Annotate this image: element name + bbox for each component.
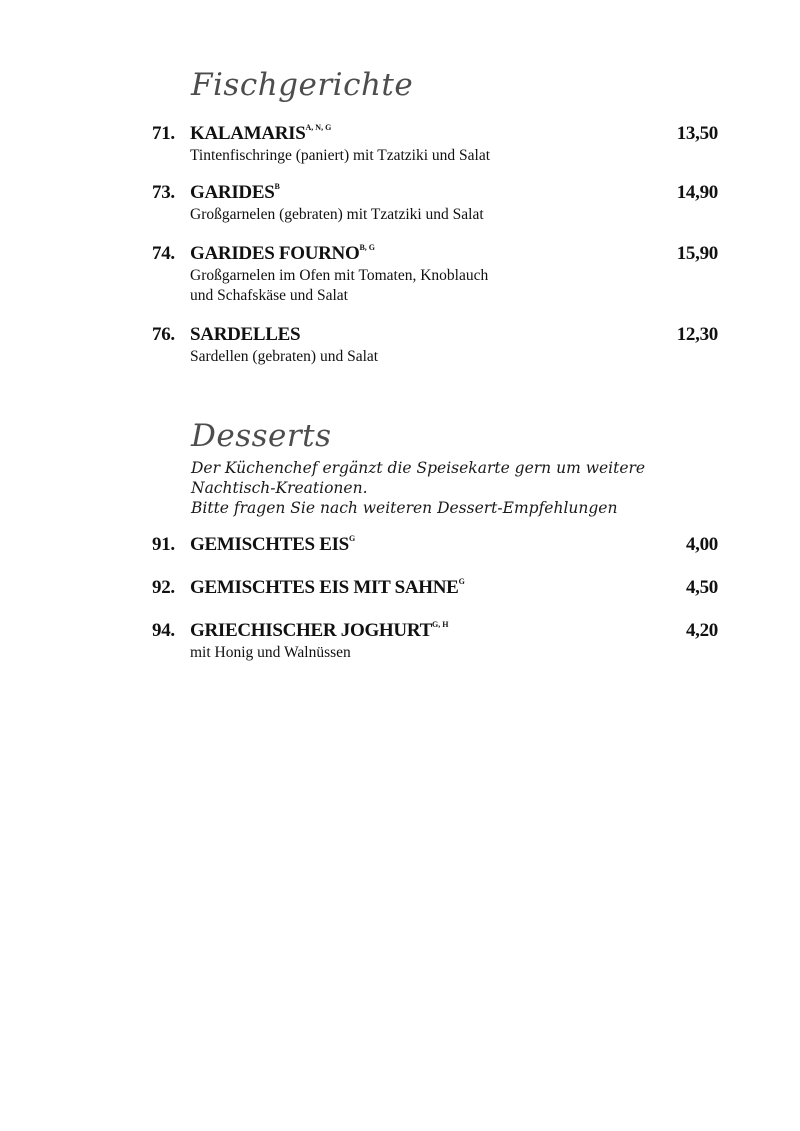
- item-name: KALAMARIS: [190, 123, 306, 144]
- desserts-intro: [191, 458, 731, 518]
- item-price: 4,00: [685, 534, 718, 555]
- item-name-wrap: [190, 181, 280, 205]
- item-number: 76.: [152, 324, 175, 345]
- menu-item-76: [152, 323, 718, 367]
- menu-item-94: [152, 619, 718, 663]
- item-price: 4,50: [685, 577, 718, 598]
- item-description: mit Honig und Walnüssen: [190, 644, 351, 661]
- item-name-wrap: [190, 576, 465, 600]
- allergen-codes: G, H: [431, 620, 449, 629]
- item-name: GRIECHISCHER JOGHURT: [190, 620, 432, 641]
- menu-item-91: [152, 533, 718, 557]
- item-name-wrap: [190, 323, 300, 347]
- allergen-codes: B, G: [359, 243, 376, 252]
- allergen-codes: G: [348, 534, 356, 543]
- menu-item-71: [152, 122, 718, 166]
- section-title-fish: Fischgerichte: [191, 67, 414, 103]
- menu-item-74: [152, 242, 718, 306]
- item-name-wrap: [190, 533, 355, 557]
- item-number: 92.: [152, 577, 175, 598]
- menu-item-73: [152, 181, 718, 225]
- item-number: 94.: [152, 620, 175, 641]
- item-description: Großgarnelen im Ofen mit Tomaten, Knoblauch: [190, 267, 489, 284]
- menu-item-92: [152, 576, 718, 600]
- item-number: 74.: [152, 243, 175, 264]
- item-description: Großgarnelen (gebraten) mit Tzatziki und Salat: [190, 206, 484, 223]
- item-name: GEMISCHTES EIS: [190, 534, 349, 555]
- item-price: 12,30: [676, 324, 718, 345]
- intro-line: Bitte fragen Sie nach weiteren Dessert-Empfehlungen: [191, 499, 618, 517]
- item-price: 13,50: [676, 123, 718, 144]
- item-name: GEMISCHTES EIS MIT SAHNE: [190, 577, 459, 598]
- item-name: GARIDES: [190, 182, 275, 203]
- item-name: GARIDES FOURNO: [190, 243, 360, 264]
- allergen-codes: A, N, G: [305, 123, 332, 132]
- item-price: 15,90: [676, 243, 718, 264]
- item-number: 91.: [152, 534, 175, 555]
- allergen-codes: B: [274, 182, 280, 191]
- item-name-wrap: [190, 122, 331, 146]
- item-name-wrap: [190, 619, 448, 643]
- item-name-wrap: [190, 242, 375, 266]
- item-description: Tintenfischringe (paniert) mit Tzatziki und Salat: [190, 147, 491, 164]
- section-title-desserts: Desserts: [191, 418, 332, 454]
- item-number: 71.: [152, 123, 175, 144]
- item-price: 14,90: [676, 182, 718, 203]
- item-description: Sardellen (gebraten) und Salat: [190, 348, 379, 365]
- item-price: 4,20: [685, 620, 718, 641]
- intro-line: Nachtisch-Kreationen.: [191, 479, 368, 497]
- item-name: SARDELLES: [190, 324, 301, 345]
- item-description-line-2: und Schafskäse und Salat: [190, 287, 348, 304]
- item-number: 73.: [152, 182, 175, 203]
- intro-line: Der Küchenchef ergänzt die Speisekarte gern um weitere: [191, 459, 646, 477]
- allergen-codes: G: [458, 577, 465, 586]
